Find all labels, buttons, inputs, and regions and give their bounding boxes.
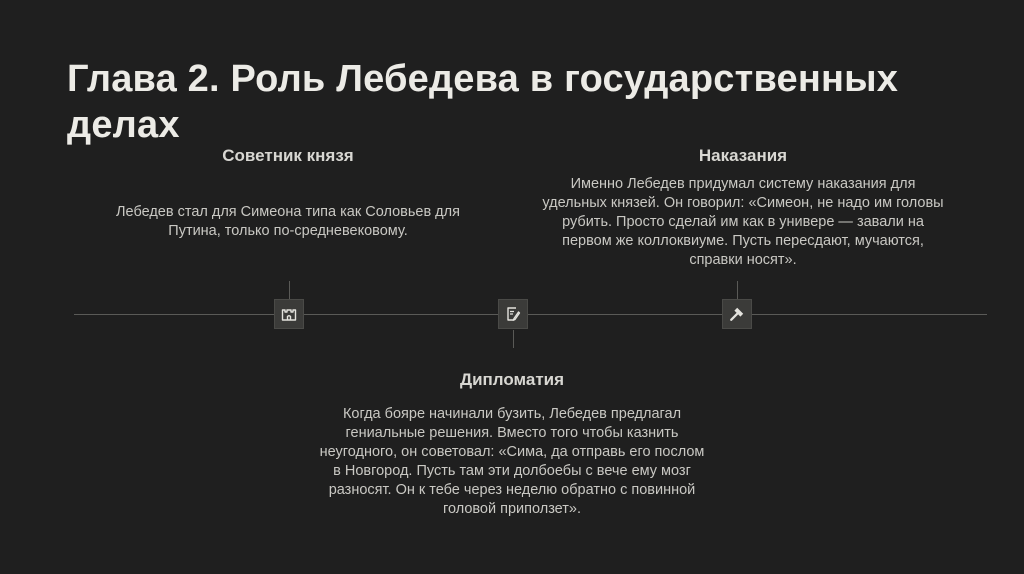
timeline-node-diplomacy[interactable] — [498, 299, 528, 329]
timeline-node-punishments[interactable] — [722, 299, 752, 329]
item-text-diplomacy: Когда бояре начинали бузить, Лебедев предлагал гениальные решения. Вместо того чтобы казнить неугодного, он советовал: «Сима, да отправь его послом в Новгород. Пусть там эти долбоебы с вече ему мозг разносят. Он к тебе через неделю обратно с повинной головой приползет». — [319, 406, 705, 517]
item-heading-diplomacy: Дипломатия — [459, 370, 565, 389]
connector-advisor — [289, 281, 290, 299]
connector-diplomacy — [513, 330, 514, 348]
connector-punishments — [737, 281, 738, 299]
item-heading-punishments: Наказания — [698, 146, 788, 165]
timeline-line — [74, 314, 987, 315]
timeline-node-advisor[interactable] — [274, 299, 304, 329]
item-text-advisor: Лебедев стал для Симеона типа как Соловьев для Путина, только по-средневековому. — [116, 204, 460, 239]
gavel-icon — [729, 306, 745, 322]
castle-icon — [281, 306, 297, 322]
item-heading-advisor: Советник князя — [222, 146, 354, 165]
item-text-punishments: Именно Лебедев придумал систему наказания для удельных князей. Он говорил: «Симеон, не надо им головы рубить. Просто сделай им как в универе — завали на первом же коллоквиуме. Пусть пересдают, мучаются, справки носят». — [542, 176, 944, 268]
edit-document-icon — [505, 306, 521, 322]
slide-title: Глава 2. Роль Лебедева в государственных делах — [67, 58, 899, 146]
